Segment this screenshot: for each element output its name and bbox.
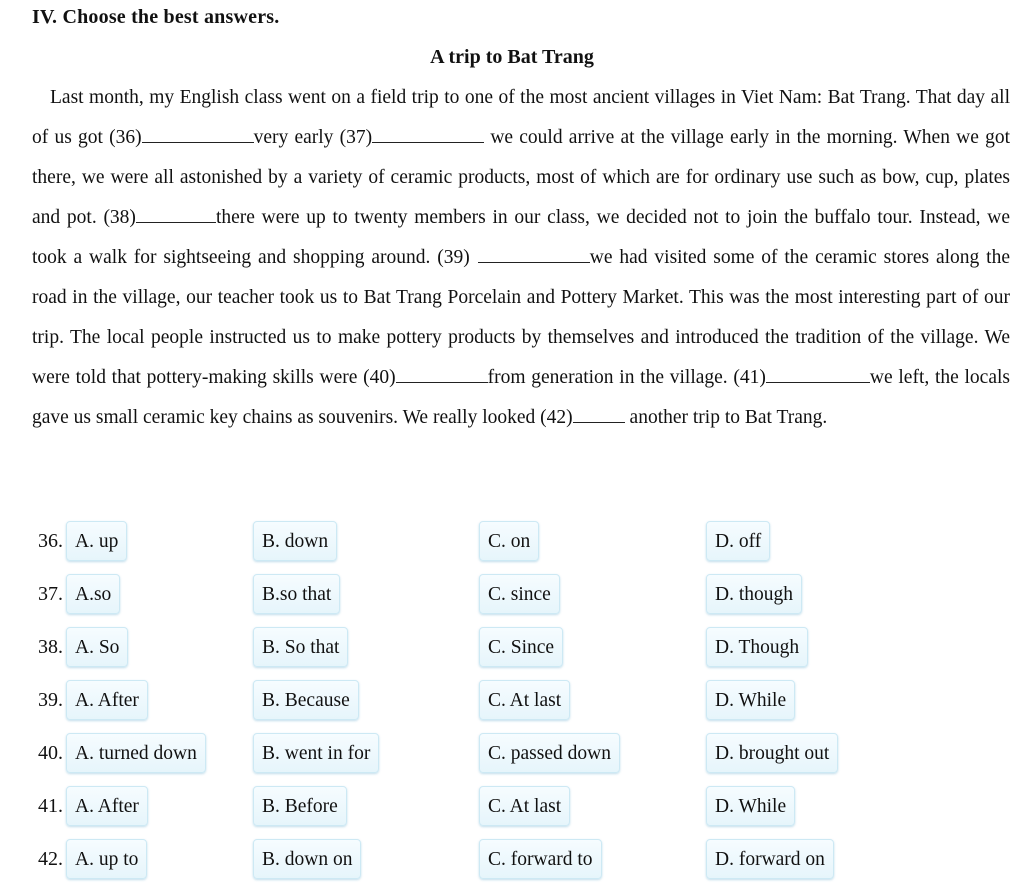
option-a[interactable]: A. up (66, 521, 127, 561)
blank-number-36: (36) (109, 127, 142, 148)
blank-36[interactable] (142, 120, 254, 143)
question-number: 40. (38, 742, 63, 764)
blank-39[interactable] (478, 240, 590, 263)
blank-number-42: (42) (540, 407, 573, 428)
option-b[interactable]: B. down on (253, 839, 361, 879)
question-number: 39. (38, 689, 63, 711)
question-row (0, 627, 1024, 671)
question-number: 36. (38, 530, 63, 552)
option-c[interactable]: C. At last (479, 680, 570, 720)
passage-text: we left, the locals gave us small ceramic key chains as souvenirs. We really looked (32, 367, 1010, 428)
option-a[interactable]: A. up to (66, 839, 147, 879)
blank-37[interactable] (372, 120, 484, 143)
blank-number-39: (39) (437, 247, 470, 268)
blank-number-38: (38) (103, 207, 136, 228)
option-d[interactable]: D. Though (706, 627, 808, 667)
option-c[interactable]: C. since (479, 574, 560, 614)
option-a[interactable]: A. So (66, 627, 128, 667)
option-a[interactable]: A.so (66, 574, 120, 614)
passage-text: we had visited some of the ceramic stores along the road in the village, our teacher took us to Bat Trang Porcelain and Pottery Market. This was the most interesting part of our trip. The local people instructed us to make pottery products by themselves and introduced the tradition of the village. We were told that pottery-making skills were (32, 247, 1010, 388)
passage-text: another trip to Bat Trang. (624, 407, 828, 428)
question-number: 41. (38, 795, 63, 817)
option-b[interactable]: B. So that (253, 627, 348, 667)
option-b[interactable]: B. Before (253, 786, 347, 826)
blank-40[interactable] (396, 360, 488, 383)
option-c[interactable]: C. Since (479, 627, 563, 667)
option-c[interactable]: C. At last (479, 786, 570, 826)
question-row (0, 733, 1024, 777)
option-a[interactable]: A. turned down (66, 733, 206, 773)
passage-text: Last month, my English class went on a field trip to one of the most ancient villages in Viet Nam: Bat Trang. That day all of us got (32, 87, 1010, 148)
blank-38[interactable] (136, 200, 216, 223)
passage-text: there were up to twenty members in our class, we decided not to join the buffalo tour. Instead, we took a walk for sightseeing and shopping around. (32, 207, 1010, 268)
passage-text: from generation in the village. (487, 367, 734, 388)
question-row (0, 786, 1024, 830)
passage-text: very early (253, 127, 340, 148)
question-row (0, 680, 1024, 724)
option-a[interactable]: A. After (66, 786, 148, 826)
passage-text: we could arrive at the village early in the morning. When we got there, we were all astonished by a variety of ceramic products, most of which are for ordinary use such as bow, cup, plates and pot. (32, 127, 1011, 228)
option-d[interactable]: D. forward on (706, 839, 834, 879)
blank-number-41: (41) (733, 367, 766, 388)
option-b[interactable]: B. down (253, 521, 337, 561)
question-row (0, 574, 1024, 618)
question-row (0, 839, 1024, 883)
passage-title: A trip to Bat Trang (430, 46, 594, 68)
option-c[interactable]: C. forward to (479, 839, 602, 879)
option-d[interactable]: D. brought out (706, 733, 838, 773)
option-d[interactable]: D. While (706, 680, 795, 720)
blank-number-40: (40) (363, 367, 396, 388)
blank-41[interactable] (766, 360, 870, 383)
option-b[interactable]: B.so that (253, 574, 340, 614)
option-d[interactable]: D. While (706, 786, 795, 826)
option-d[interactable]: D. off (706, 521, 770, 561)
blank-number-37: (37) (339, 127, 373, 148)
section-heading: IV. Choose the best answers. (32, 6, 280, 28)
question-number: 42. (38, 848, 63, 870)
option-c[interactable]: C. passed down (479, 733, 620, 773)
option-b[interactable]: B. Because (253, 680, 359, 720)
question-number: 37. (38, 583, 63, 605)
question-number: 38. (38, 636, 63, 658)
option-c[interactable]: C. on (479, 521, 539, 561)
option-d[interactable]: D. though (706, 574, 802, 614)
question-row (0, 521, 1024, 565)
blank-42[interactable] (573, 400, 625, 423)
option-b[interactable]: B. went in for (253, 733, 379, 773)
option-a[interactable]: A. After (66, 680, 148, 720)
reading-passage (32, 78, 1010, 438)
